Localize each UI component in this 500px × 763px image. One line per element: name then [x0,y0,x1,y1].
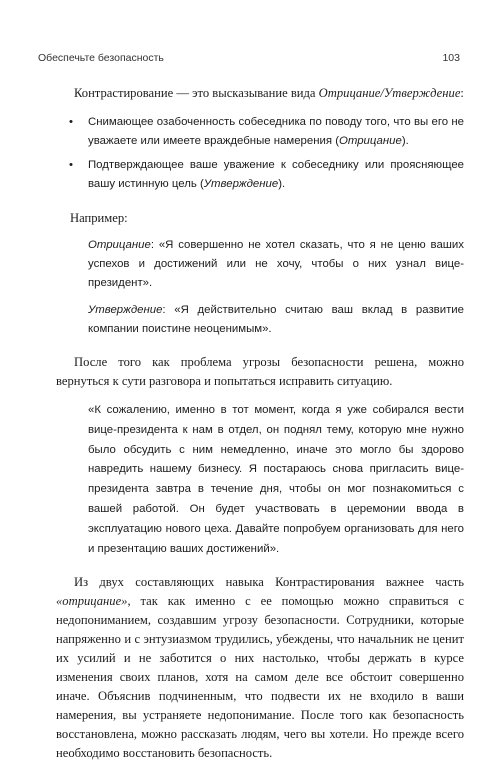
bullet-icon: • [69,159,73,171]
definition-term: Контрастирование [74,86,174,100]
body-paragraph: Из двух составляющих навыка Контрастирования важнее часть «отрицание», так как именно с ее помощью можно справиться с недопониманием, создавшим угрозу безопасности. Сотрудники, которые напряженно и с энтузиазмом трудились, убеждены, что начальник не ценит их усилий и не заботится о них настолько, чтобы держать в курсе изменения своих планов, хотя на самом деле все обстоит совершенно иначе. Объяснив подчиненным, что подвести их не входило в ваши намерения, вы устраняете недопонимание. После того как безопасность восстановлена, можно рассказать людям, чего вы хотели. Но прежде всего необходимо восстановить безопасность. [56,575,464,761]
list-item: • Подтверждающее ваше уважение к собеседнику или проясняющее вашу истинную цель (Утверждение). [56,156,464,193]
example-label: Например: [70,211,128,225]
bullet-list [56,113,464,193]
definition-paragraph: Контрастирование — это высказывание вида Отрицание/Утверждение: [74,86,464,100]
example-affirmation-label: Утверждение [88,304,163,316]
running-header [38,52,460,64]
example-affirmation: Утверждение: «Я действительно считаю ваш вклад в развитие компании поистине неоценимым». [88,304,464,335]
page-body [56,84,464,763]
bullet-icon: • [69,116,73,128]
example-negation-label: Отрицание [88,239,151,251]
quote-block: «К сожалению, именно в тот момент, когда я уже собирался вести вице-президента к нам в отдел, он поднял тему, которую мне нужно было обсудить с ним немедленно, иначе это могло бы здорово навредить нашему бизнесу. Я постараюсь снова пригласить вице-президента завтра в течение дня, чтобы он мог познакомиться с вашей работой. Он будет участвовать в церемонии ввода в эксплуатацию нового цеха. Давайте попробуем организовать для него и презентацию ваших достижений». [88,404,464,555]
example-negation: Отрицание: «Я совершенно не хотел сказать, что я не ценю ваших успехов и достижений или не хочу, чтобы о них узнал вице-президент». [88,239,464,289]
list-item: • Снимающее озабоченность собеседника по поводу того, что вы его не уважаете или имеете враждебные намерения (Отрицание). [56,113,464,150]
definition-text: — это высказывание вида [173,86,319,100]
definition-form: Отрицание/Утверждение [318,86,461,100]
page-number: 103 [442,52,460,64]
body-paragraph: После того как проблема угрозы безопасности решена, можно вернуться к сути разговора и попытаться исправить ситуацию. [56,355,464,388]
chapter-title: Обеспечьте безопасность [38,52,164,64]
